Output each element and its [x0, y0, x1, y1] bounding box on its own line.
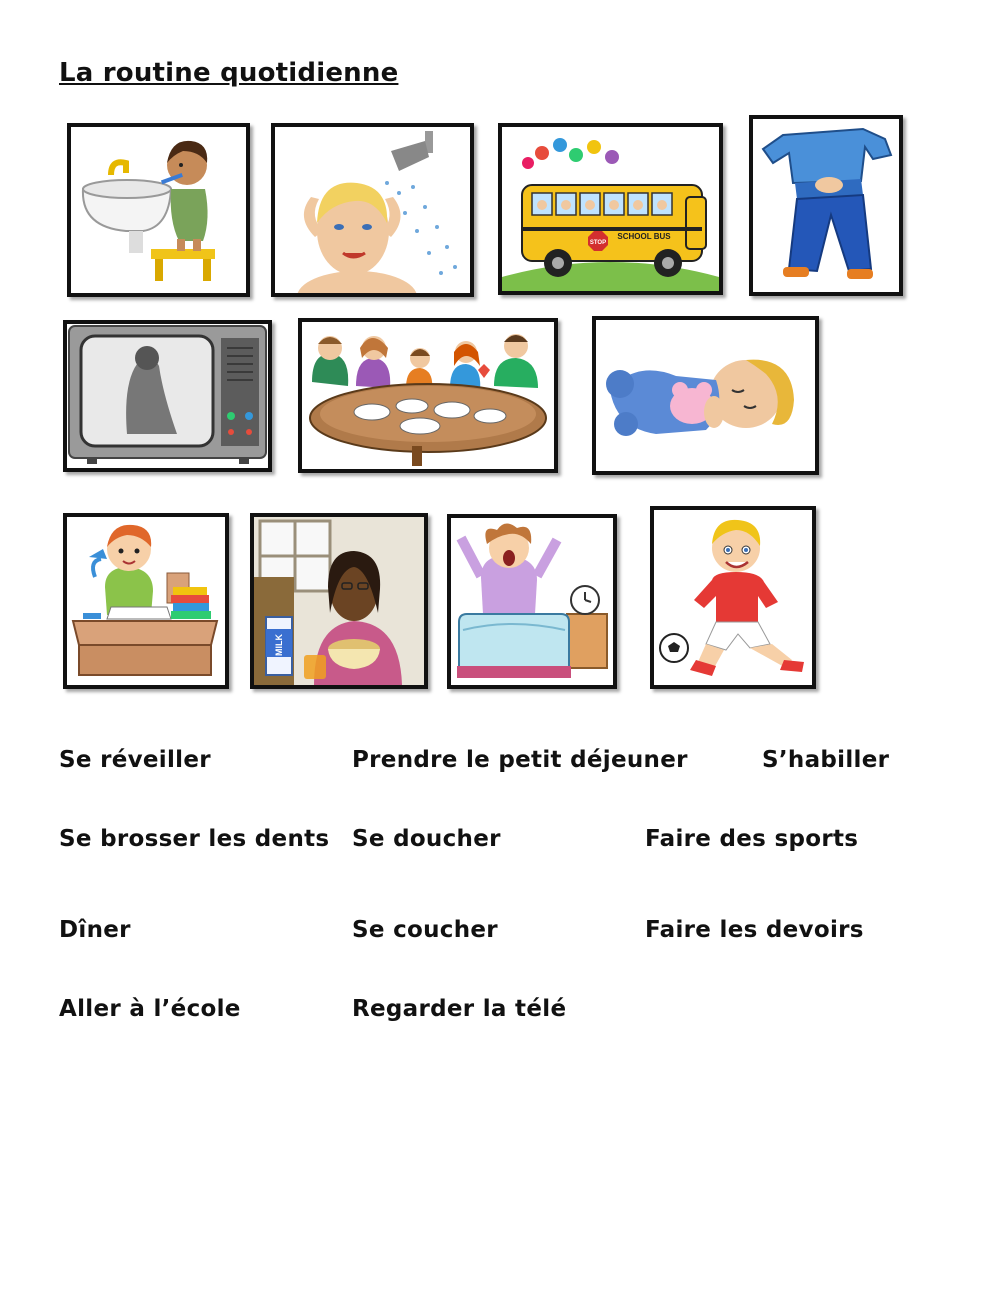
- word-se-coucher: Se coucher: [352, 917, 498, 943]
- picture-family-dinner: [298, 318, 558, 473]
- sleeping-child-icon: [596, 320, 815, 471]
- picture-shower: [271, 123, 474, 297]
- picture-waking-up: [447, 514, 617, 689]
- word-s-habiller: S’habiller: [762, 747, 890, 773]
- word-diner: Dîner: [59, 917, 131, 943]
- word-faire-des-sports: Faire des sports: [645, 826, 859, 852]
- boy-at-desk-icon: [67, 517, 225, 685]
- word-faire-les-devoirs: Faire les devoirs: [645, 917, 864, 943]
- woman-under-shower-icon: [275, 127, 470, 293]
- yawning-girl-in-bed-icon: [451, 518, 613, 685]
- picture-sleeping: [592, 316, 819, 475]
- school-bus-text: SCHOOL BUS: [617, 232, 671, 241]
- picture-television: [63, 320, 272, 472]
- girl-eating-cereal-icon: [254, 517, 424, 685]
- picture-sports: [650, 506, 816, 689]
- jeans-and-sweater-icon: [753, 119, 899, 292]
- picture-homework: [63, 513, 229, 689]
- word-regarder-la-tele: Regarder la télé: [352, 996, 567, 1022]
- word-se-brosser-les-dents: Se brosser les dents: [59, 826, 330, 852]
- word-prendre-le-petit-dejeuner: Prendre le petit déjeuner: [352, 747, 688, 773]
- stop-sign-text: STOP: [589, 240, 607, 246]
- word-se-reveiller: Se réveiller: [59, 747, 211, 773]
- child-at-sink-icon: [71, 127, 246, 293]
- word-aller-a-l-ecole: Aller à l’école: [59, 996, 241, 1022]
- picture-brushing-teeth: [67, 123, 250, 297]
- picture-breakfast: [250, 513, 428, 689]
- family-at-table-icon: [302, 322, 554, 469]
- yellow-school-bus-icon: [502, 127, 719, 291]
- page-title: La routine quotidienne: [59, 58, 399, 88]
- picture-school-bus: [498, 123, 723, 295]
- picture-getting-dressed: [749, 115, 903, 296]
- old-tv-set-icon: [67, 324, 268, 468]
- word-se-doucher: Se doucher: [352, 826, 501, 852]
- boy-playing-soccer-icon: [654, 510, 812, 685]
- milk-carton-text: MILK: [274, 634, 284, 656]
